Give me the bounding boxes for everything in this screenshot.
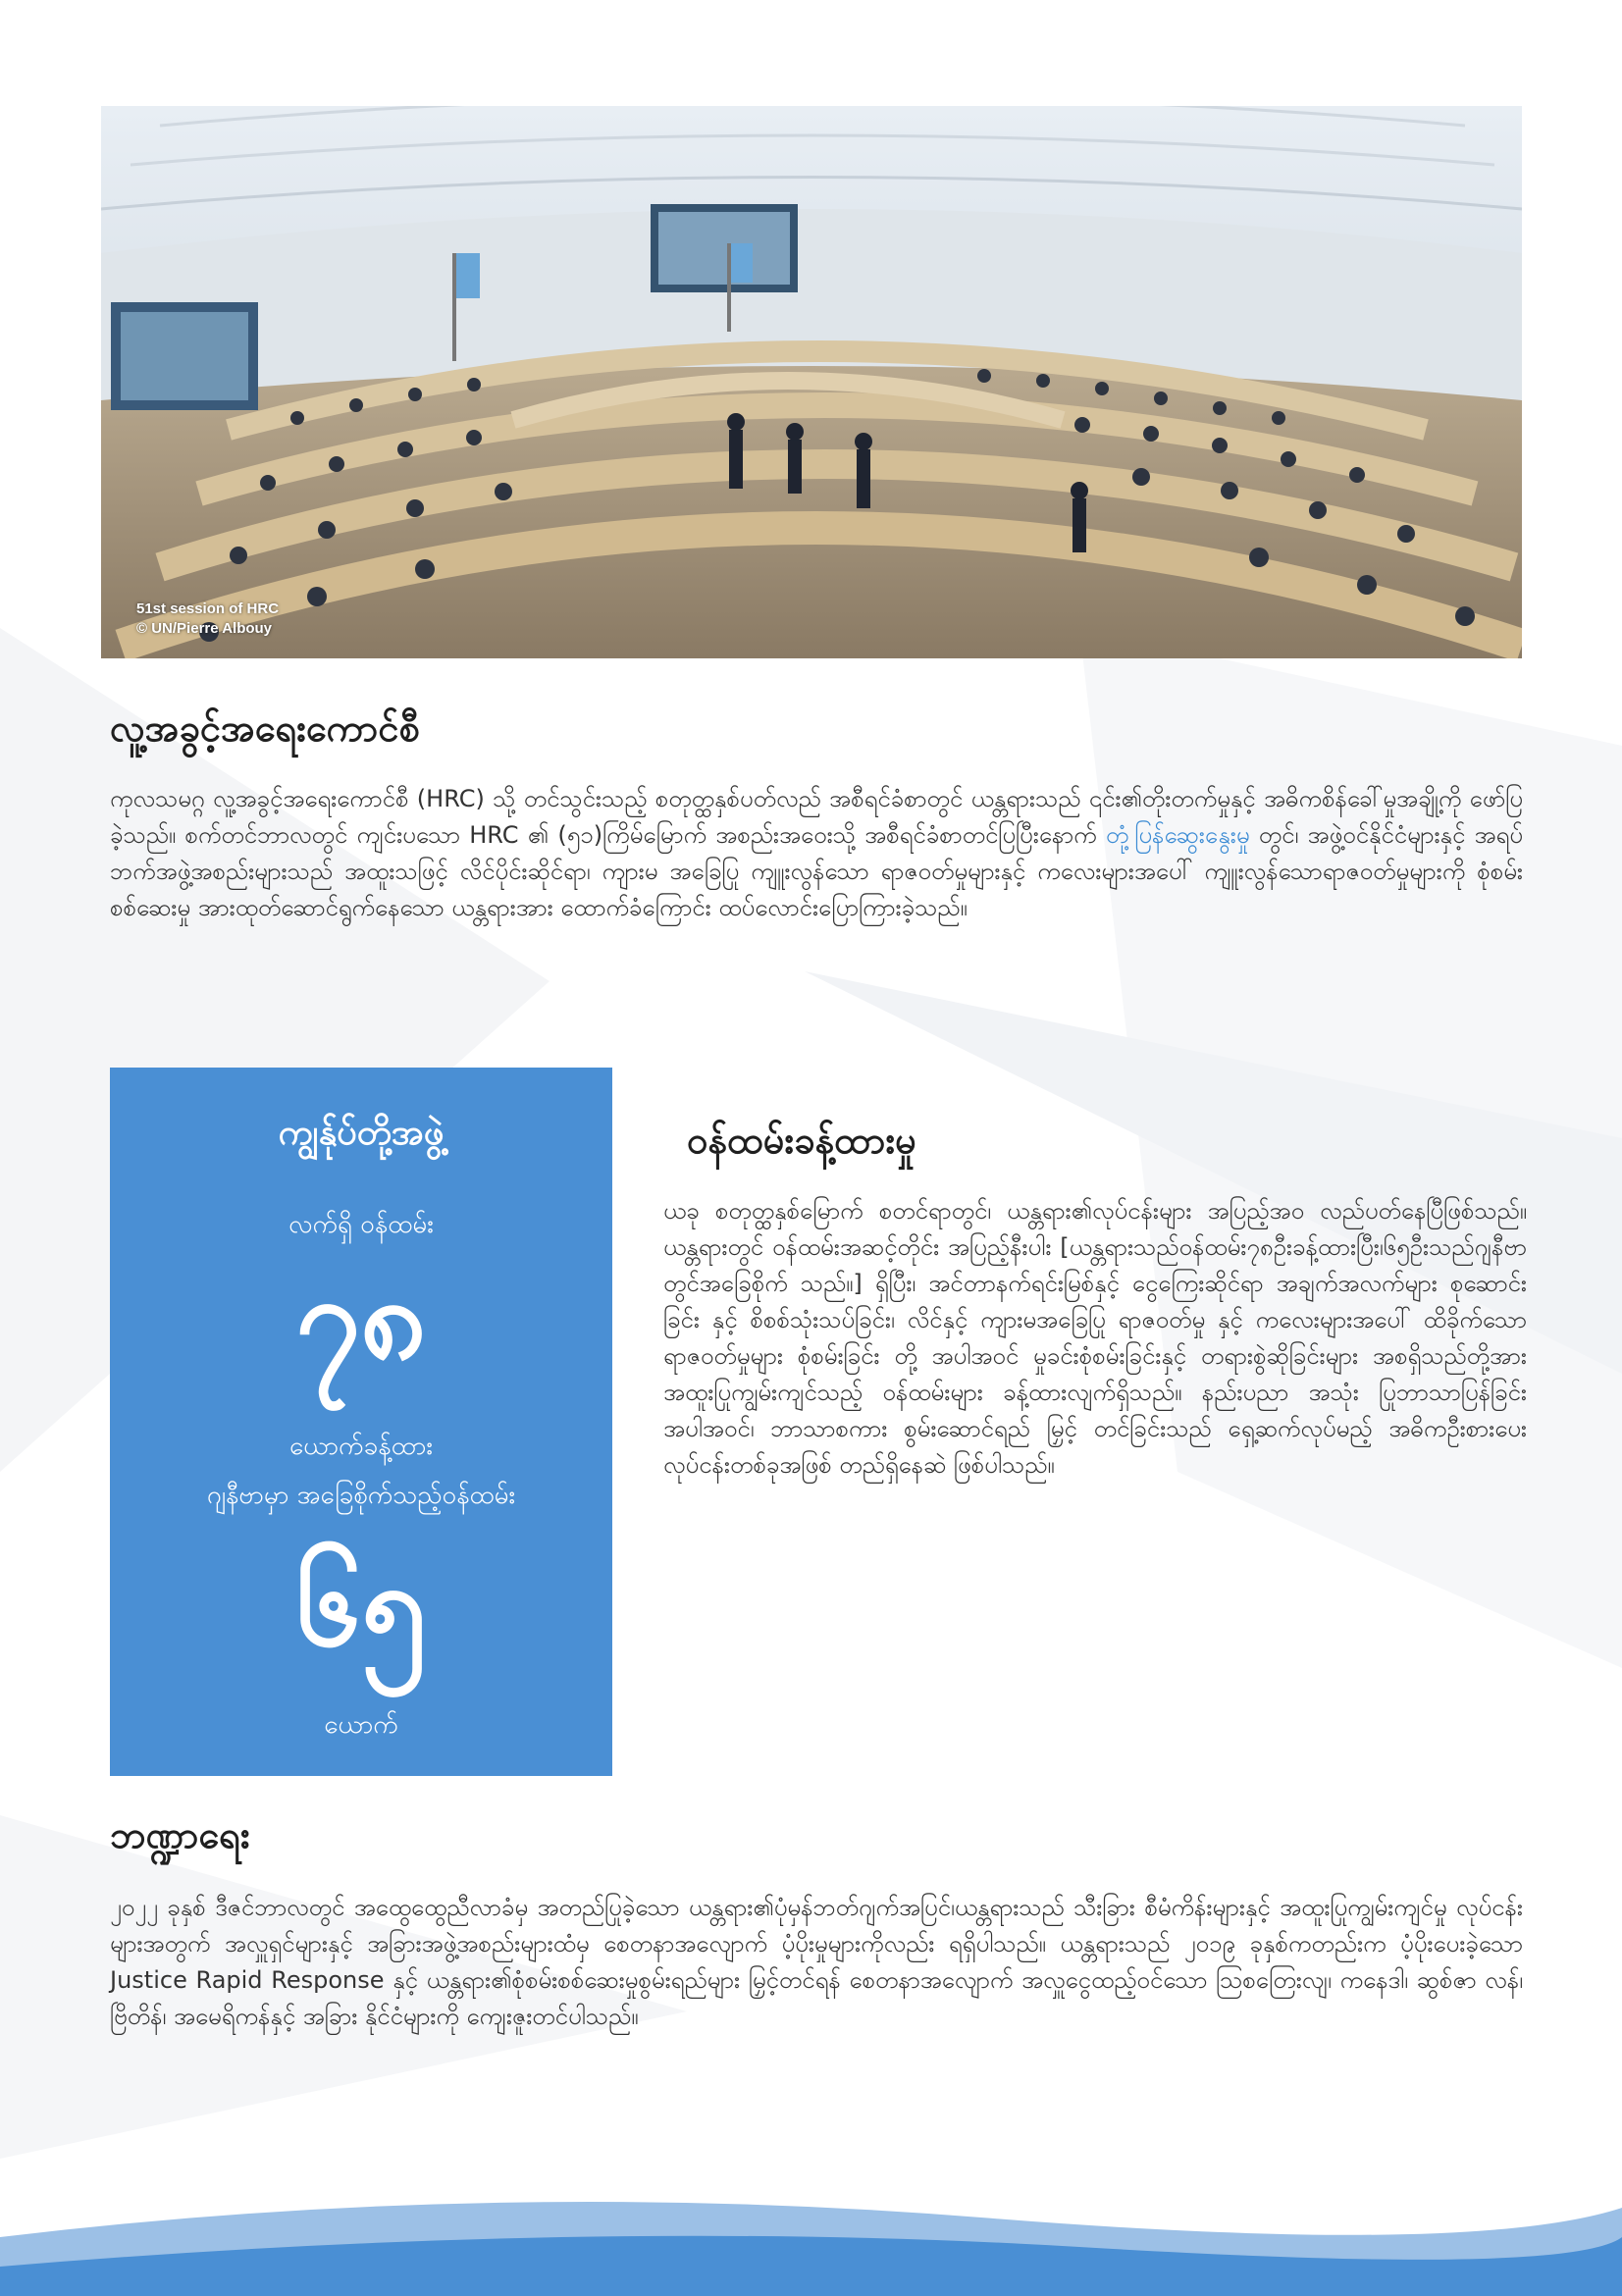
hrc-paragraph-text-2: တွင်၊ အဖွဲ့ဝင်နိုင်ငံများနှင့် အရပ်ဘက်အဖွဲ့အစည်းများသည် အထူးသဖြင့် လိင်ပိုင်းဆိုင်ရာ၊ ကျားမ အခြေပြု ကျူးလွန်သော ရာဇဝတ်မှုများနှင့် ကလေးများအပေါ် ကျူးလွန်သောရာဇဝတ်မှုများကို စုံစမ်းစစ်ဆေးမှု အားထုတ်ဆောင်ရွက်နေသော ယန္တရားအား ထောက်ခံကြောင်း ထပ်လောင်းပြောကြားခဲ့သည်။ [110, 821, 1523, 921]
current-staff-label: လက်ရှိ ဝန်ထမ်း [288, 1210, 434, 1239]
section-heading-staffing: ဝန်ထမ်းခန့်ထားမှု [687, 1119, 916, 1162]
section-heading-finance: ဘဏ္ဍာရေး [110, 1813, 250, 1856]
geneva-staff-number: ၆၅ [295, 1537, 427, 1672]
section-paragraph-staffing: ယခု စတုတ္ထနှစ်မြောက် စတင်ရာတွင်၊ ယန္တရား၏လုပ်ငန်းများ အပြည့်အဝ လည်ပတ်နေပြီဖြစ်သည်။ ယန္တရားတွင် ဝန်ထမ်းအဆင့်တိုင်း အပြည့်နီးပါး [ယန္တရားသည်ဝန်ထမ်း၇၈ဦးခန့်ထားပြီး၊၆၅ဦးသည်ဂျနီဗာတွင်အခြေစိုက် သည်။] ရှိပြီး၊ အင်တာနက်ရင်းမြစ်နှင့် ငွေကြေးဆိုင်ရာ အချက်အလက်များ စုဆောင်းခြင်း နှင့် စိစစ်သုံးသပ်ခြင်း၊ လိင်နှင့် ကျားမအခြေပြု ရာဇဝတ်မှု နှင့် ကလေးများအပေါ် ထိခိုက်သော ရာဇဝတ်မှုများ စုံစမ်းခြင်း တို့ အပါအဝင် မှုခင်းစုံစမ်းခြင်းနှင့် တရားစွဲဆိုခြင်းများ အစရှိသည်တို့အား အထူးပြုကျွမ်းကျင်သည့် ဝန်ထမ်းများ ခန့်ထားလျက်ရှိသည်။ နည်းပညာ အသုံး ပြုဘာသာပြန်ခြင်းအပါအဝင်၊ ဘာသာစကား စွမ်းဆောင်ရည် မြှင့် တင်ခြင်းသည် ရှေ့ဆက်လုပ်မည့် အဓိကဦးစားပေးလုပ်ငန်းတစ်ခုအဖြစ် တည်ရှိနေဆဲ ဖြစ်ပါသည်။ [663, 1197, 1527, 1479]
section-paragraph-hrc [110, 781, 1523, 926]
photo-caption [136, 600, 279, 639]
team-stats-title: ကျွန်ုပ်တို့အဖွဲ့ [278, 1113, 445, 1153]
footer-wave [0, 2178, 1622, 2296]
geneva-staff-label: ဂျနီဗာမှာ အခြေစိုက်သည့်ဝန်ထမ်း [206, 1481, 516, 1510]
photo-caption-credit: © UN/Pierre Albouy [136, 620, 273, 637]
staff-unit-label: ယောက်ခန့်ထား [289, 1432, 433, 1461]
current-staff-number: ၇၈ [295, 1250, 427, 1385]
team-stats-box [110, 1068, 612, 1776]
geneva-unit-label: ယောက် [324, 1710, 398, 1740]
section-heading-hrc: လူ့အခွင့်အရေးကောင်စီ [110, 706, 420, 750]
hrc-paragraph-text-1: ကုလသမဂ္ဂ လူ့အခွင့်အရေးကောင်စီ (HRC) သို့ တင်သွင်းသည့် စတုတ္ထနှစ်ပတ်လည် အစီရင်ခံစာတွင် ယန္တရားသည် ၎င်း၏တိုးတက်မှုနှင့် အဓိကစိန်ခေါ်မှုအချို့ကို ဖော်ပြခဲ့သည်။ စက်တင်ဘာလတွင် ကျင်းပသော HRC ၏ (၅၁)ကြိမ်မြောက် အစည်းအဝေးသို့ အစီရင်ခံစာတင်ပြပြီးနောက် [110, 785, 1523, 849]
interactive-dialogue-link[interactable]: တုံ့ပြန်ဆွေးနွေးမှု [1105, 821, 1250, 849]
section-paragraph-finance: ၂၀၂၂ ခုနှစ် ဒီဇင်ဘာလတွင် အထွေထွေညီလာခံမှ အတည်ပြုခဲ့သော ယန္တရား၏ပုံမှန်ဘတ်ဂျက်အပြင်၊ယန္တရားသည် သီးခြား စီမံကိန်းများနှင့် အထူးပြုကျွမ်းကျင်မှု လုပ်ငန်းများအတွက် အလှူရှင်များနှင့် အခြားအဖွဲ့အစည်းများထံမှ စေတနာအလျောက် ပံ့ပိုးမှုများကိုလည်း ရရှိပါသည်။ ယန္တရားသည် ၂၀၁၉ ခုနှစ်ကတည်းက ပံ့ပိုးပေးခဲ့သော Justice Rapid Response နှင့် ယန္တရား၏စုံစမ်းစစ်ဆေးမှုစွမ်းရည်များ မြှင့်တင်ရန် စေတနာအလျောက် အလှူငွေထည့်ဝင်သော ဩစတြေးလျ၊ ကနေဒါ၊ ဆွစ်ဇာ လန်၊ ဗြိတိန်၊ အမေရိကန်နှင့် အခြား နိုင်ငံများကို ကျေးဇူးတင်ပါသည်။ [110, 1894, 1524, 2030]
assembly-hall-illustration [101, 106, 1522, 658]
photo-caption-session: 51st session of HRC [136, 600, 280, 617]
hero-photo [101, 106, 1522, 658]
